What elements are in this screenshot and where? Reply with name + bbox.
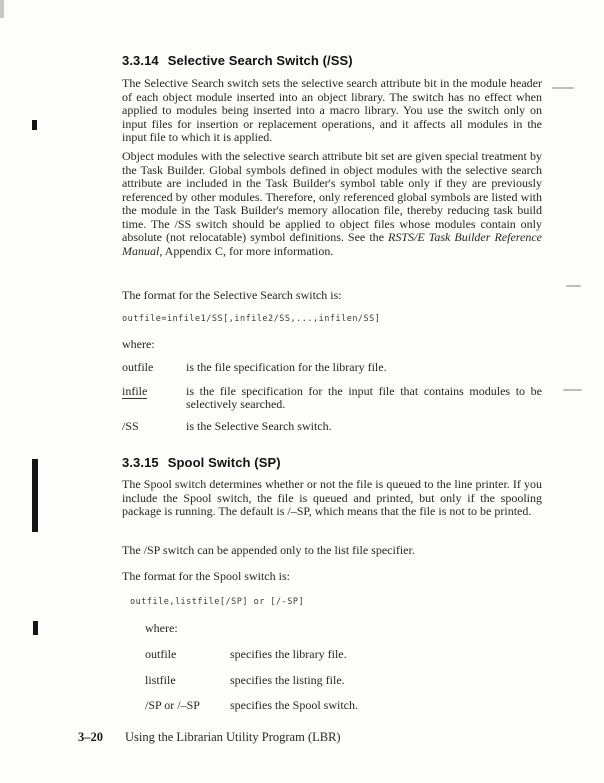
definition-description: specifies the Spool switch. (230, 698, 358, 712)
section-number: 3.3.14 (122, 53, 159, 68)
definition-row (145, 699, 540, 713)
definition-term: /SP or /–SP (145, 698, 200, 712)
definition-term: listfile (145, 672, 176, 687)
change-bar (32, 459, 38, 532)
definition-row (145, 648, 540, 662)
paragraph: The /SP switch can be appended only to the list file specifier. (122, 543, 415, 557)
definition-row (122, 385, 542, 412)
section-title: Spool Switch (SP) (167, 455, 281, 470)
margin-mark (552, 87, 574, 89)
definition-list (122, 361, 542, 433)
command-format-line: outfile,listfile[/SP] or [/-SP] (130, 597, 305, 607)
footer-page-number: 3–20 (78, 730, 103, 744)
definition-description: specifies the library file. (230, 647, 347, 661)
book-reference: RSTS/E Task Builder Reference Manual (122, 230, 542, 258)
paragraph-text: Object modules with the selective search attribute bit set are given special treatment by the Task Builder. Global symbols defined in object modules with the selective search attribute are included in the Task Builder's symbol table only if they are previously referenced by other modules. Therefore, only referenced global symbols are listed with the module in the Task Builder's memory allocation file, thereby reducing task build time. The /SS switch should be applied to object files whose modules contain only absolute (not relocatable) symbol definitions. See the (122, 149, 542, 244)
definition-row (145, 674, 540, 688)
definition-row (122, 420, 542, 434)
section-number: 3.3.15 (122, 455, 159, 470)
definition-description: is the Selective Search switch. (186, 418, 332, 433)
definition-term: /SS (122, 418, 139, 433)
paragraph (122, 150, 542, 258)
definition-list (145, 648, 540, 713)
definition-description: specifies the listing file. (230, 672, 345, 687)
definition-term: outfile (145, 647, 177, 661)
definition-term: infile (122, 383, 148, 398)
change-bar (32, 120, 37, 130)
definition-description: is the file specification for the library file. (186, 360, 387, 374)
paragraph: The Selective Search switch sets the selective search attribute bit in the module header of each object module inserted into an object library. The switch has no effect when applied to modules being inserted into a macro library. You use the switch only on input files for insertion or replacement operations, and it affects all modules in the input file to which it is applied. (122, 76, 542, 144)
paragraph-text: , Appendix C, for more information. (159, 243, 334, 258)
where-label: where: (145, 621, 178, 635)
section-heading-selective-search (122, 53, 542, 68)
margin-mark (563, 389, 582, 391)
definition-term: outfile (122, 360, 154, 374)
definition-description: is the file specification for the input file that contains modules to be selectively searched. (186, 383, 542, 411)
definition-row (122, 361, 542, 375)
change-bar (33, 621, 38, 635)
format-intro: The format for the Spool switch is: (122, 569, 290, 583)
paragraph: The Spool switch determines whether or not the file is queued to the line printer. If you include the Spool switch, the file is queued and printed, but only if the spooling package is running. The default is /–SP, which means that the file is not to be printed. (122, 477, 542, 518)
command-format-line: outfile=infile1/SS[,infile2/SS,...,infilen/SS] (122, 314, 381, 324)
section-title: Selective Search Switch (/SS) (167, 53, 353, 68)
margin-mark (566, 285, 581, 287)
where-label: where: (122, 337, 155, 351)
scan-edge-smudge (0, 0, 4, 18)
footer-book-title: Using the Librarian Utility Program (LBR) (125, 730, 341, 744)
format-intro: The format for the Selective Search switch is: (122, 288, 342, 302)
section-heading-spool (122, 455, 542, 470)
